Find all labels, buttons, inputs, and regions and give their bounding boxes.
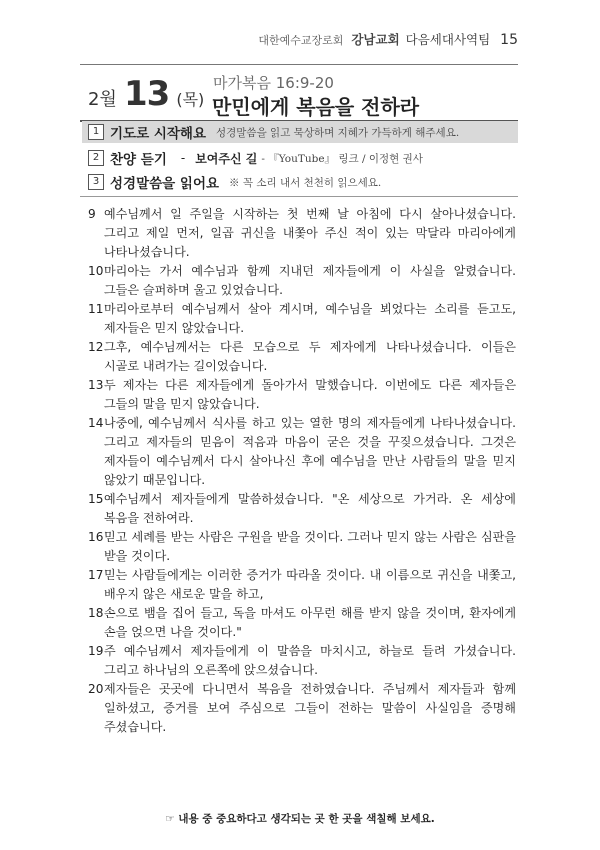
step-title: 기도로 시작해요 — [110, 126, 206, 142]
date-month: 2월 — [88, 89, 117, 110]
header-divider — [80, 64, 518, 65]
verse — [88, 205, 516, 262]
step-title: 찬양 듣기 — [110, 152, 167, 168]
verse-text: 그후, 예수님께서는 다른 모습으로 두 제자에게 나타나셨습니다. 이들은 시골로 내려가는 길이었습니다. — [104, 340, 516, 373]
step-number-box: 3 — [88, 174, 104, 190]
verse — [88, 376, 516, 414]
youtube-link-text[interactable]: - 『YouTube』 링크 / 이정현 권사 — [261, 152, 423, 165]
date-block — [88, 74, 204, 114]
verse-text: 주 예수님께서 제자들에게 이 말씀을 마치시고, 하늘로 들려 가셨습니다. 그리고 하나님의 오른쪽에 앉으셨습니다. — [104, 644, 516, 677]
date-weekday: (목) — [176, 90, 205, 109]
verse-number: 9 — [88, 207, 96, 221]
verse-text: 믿고 세례를 받는 사람은 구원을 받을 것이다. 그러나 믿지 않는 사람은 심판을 받을 것이다. — [104, 530, 516, 563]
step-listen — [82, 147, 518, 169]
verse-text: 손으로 뱀을 집어 들고, 독을 마셔도 아무런 해를 받지 않을 것이며, 환자에게 손을 얹으면 나을 것이다." — [104, 606, 516, 639]
footer-instruction: ☞ 내용 중 중요하다고 생각되는 곳 한 곳을 색칠해 보세요. — [165, 813, 435, 825]
verse-text: 마리아는 가서 예수님과 함께 지내던 제자들에게 이 사실을 알렸습니다. 그들은 슬퍼하며 울고 있었습니다. — [104, 264, 516, 297]
verse-number: 11 — [88, 302, 104, 316]
verse-number: 13 — [88, 378, 104, 392]
denomination-name: 대한예수교장로회 — [258, 34, 344, 47]
verse — [88, 642, 516, 680]
verse — [88, 262, 516, 300]
verse — [88, 528, 516, 566]
page-title: 만민에게 복음을 전하라 — [212, 95, 420, 119]
step-description: ※ 꼭 소리 내서 천천히 읽으세요. — [229, 176, 382, 189]
team-name: 다음세대사역팀 — [405, 32, 491, 47]
verse — [88, 338, 516, 376]
church-name: 강남교회 — [351, 32, 400, 47]
verse-number: 19 — [88, 644, 104, 658]
verse-text: 나중에, 예수님께서 식사를 하고 있는 열한 명의 제자들에게 나타나셨습니다. 그리고 제자들의 믿음이 적음과 마음이 굳은 것을 꾸짖으셨습니다. 그것은 제자들이 예수님께서 다시 살아나신 후에 예수님을 만난 사람들의 말을 믿지 않았기 때문입니다. — [104, 416, 516, 487]
verse — [88, 490, 516, 528]
verse — [88, 604, 516, 642]
verse-number: 16 — [88, 530, 104, 544]
step-title: 성경말씀을 읽어요 — [110, 176, 220, 192]
verse — [88, 566, 516, 604]
verse-text: 제자들은 곳곳에 다니면서 복음을 전하였습니다. 주님께서 제자들과 함께 일하셨고, 증거를 보여 주심으로 그들이 전하는 말씀이 사실임을 증명해 주셨습니다. — [104, 682, 516, 734]
verse-text: 마리아로부터 예수님께서 살아 계시며, 예수님을 뵈었다는 소리를 듣고도, 제자들은 믿지 않았습니다. — [104, 302, 516, 335]
verse-text: 예수님께서 제자들에게 말씀하셨습니다. "온 세상으로 가거라. 온 세상에 복음을 전하여라. — [104, 492, 516, 525]
verse-number: 15 — [88, 492, 104, 506]
verse — [88, 680, 516, 737]
steps-divider — [80, 196, 518, 197]
step-number-box: 1 — [88, 124, 104, 140]
step-prayer — [82, 121, 518, 143]
verse-number: 17 — [88, 568, 104, 582]
verse — [88, 414, 516, 490]
song-title: 보여주신 길 — [195, 151, 258, 166]
verse-text: 예수님께서 일 주일을 시작하는 첫 번째 날 아침에 다시 살아나셨습니다. 그리고 제일 먼저, 일곱 귀신을 내쫓아 주신 적이 있는 막달라 마리아에게 나타나셨습니다. — [104, 207, 516, 259]
scripture-text — [88, 205, 516, 737]
verse-number: 18 — [88, 606, 104, 620]
date-day: 13 — [123, 74, 170, 114]
verse-number: 10 — [88, 264, 104, 278]
verse-number: 20 — [88, 682, 104, 696]
scripture-reference: 마가복음 16:9-20 — [213, 74, 334, 92]
step-dash: - — [180, 151, 186, 165]
verse-text: 믿는 사람들에게는 이러한 증거가 따라올 것이다. 내 이름으로 귀신을 내쫓고, 배우지 않은 새로운 말을 하고, — [104, 568, 516, 601]
verse-number: 14 — [88, 416, 104, 430]
step-number-box: 2 — [88, 150, 104, 166]
step-description: 성경말씀을 읽고 묵상하며 지혜가 가득하게 해주세요. — [216, 126, 460, 139]
page-number: 15 — [500, 32, 518, 48]
verse-number: 12 — [88, 340, 104, 354]
step-read — [82, 171, 518, 193]
page-header — [258, 30, 518, 48]
verse — [88, 300, 516, 338]
verse-text: 두 제자는 다른 제자들에게 돌아가서 말했습니다. 이번에도 다른 제자들은 그들의 말을 믿지 않았습니다. — [104, 378, 516, 411]
